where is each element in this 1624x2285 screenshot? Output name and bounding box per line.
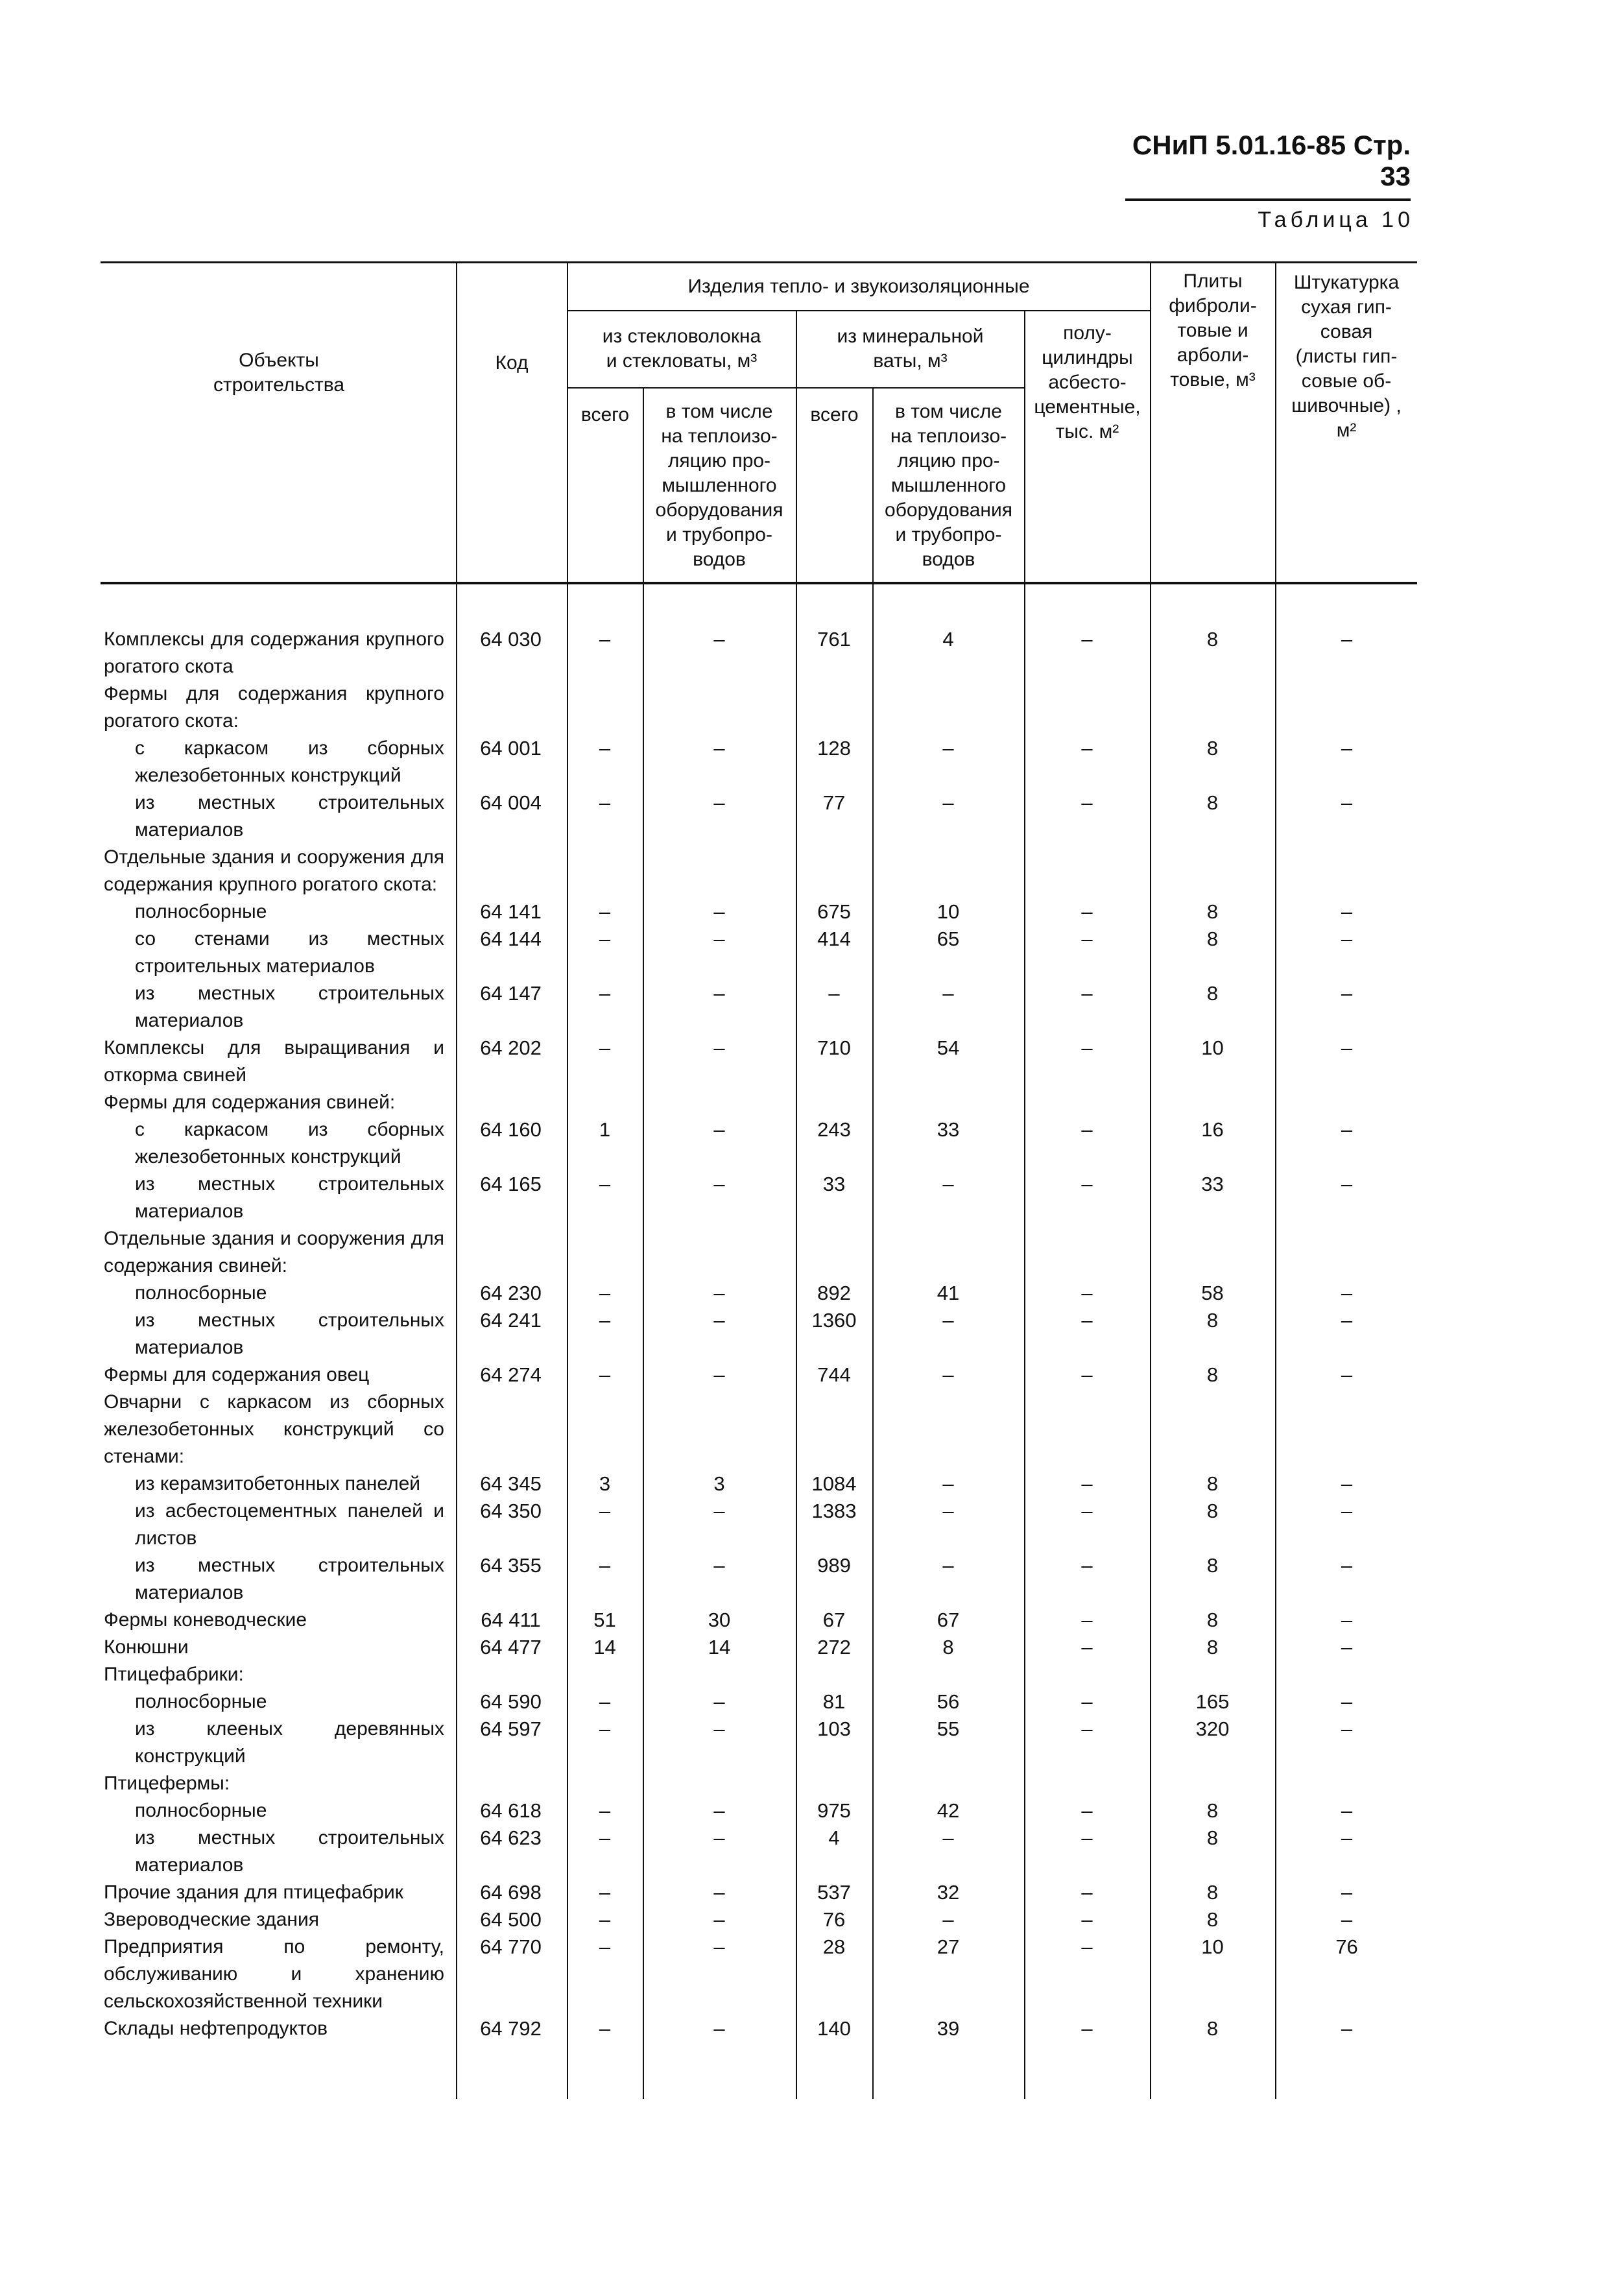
row-object-name: Звероводческие здания: [104, 1909, 319, 1930]
row-value: –: [713, 1554, 725, 1577]
header-glass: из стекловолокна и стекловаты, м³: [602, 326, 761, 372]
row-value: 58: [1201, 1282, 1224, 1304]
row-object-name: Склады нефтепродуктов: [104, 2018, 328, 2039]
row-value: –: [1341, 1036, 1353, 1059]
row-object-name: из местных строительных материалов: [135, 1555, 444, 1603]
row-value: –: [942, 1554, 954, 1577]
row-value: –: [1341, 1826, 1353, 1849]
row-value: 761: [817, 628, 851, 651]
row-value: 3: [713, 1472, 725, 1495]
row-value: 8: [1206, 1500, 1219, 1522]
row-value: –: [713, 1363, 725, 1386]
row-value: 1084: [811, 1472, 857, 1495]
row-value: 8: [1206, 1799, 1219, 1822]
row-value: 56: [937, 1690, 960, 1713]
row-value: –: [713, 1036, 725, 1059]
row-kod: 64 698: [480, 1881, 542, 1904]
row-value: –: [713, 1690, 725, 1713]
row-value: –: [942, 1173, 954, 1195]
row-value: –: [942, 1826, 954, 1849]
row-value: 1383: [811, 1500, 857, 1522]
row-object-name: полносборные: [135, 1800, 267, 1821]
row-value: –: [713, 1799, 725, 1822]
row-value: 30: [708, 1609, 731, 1631]
row-value: –: [1341, 1282, 1353, 1304]
row-value: –: [1341, 1173, 1353, 1195]
row-object-name: из местных строительных материалов: [135, 1827, 444, 1876]
row-value: 1360: [811, 1309, 857, 1332]
row-value: 537: [817, 1881, 851, 1904]
row-value: 51: [593, 1609, 616, 1631]
row-kod: 64 590: [480, 1690, 542, 1713]
row-value: 892: [817, 1282, 851, 1304]
row-value: 975: [817, 1799, 851, 1822]
row-object-name: Прочие здания для птицефабрик: [104, 1882, 403, 1903]
row-value: 243: [817, 1118, 851, 1141]
row-value: 414: [817, 927, 851, 950]
row-value: 8: [1206, 1554, 1219, 1577]
row-value: –: [713, 1118, 725, 1141]
row-value: –: [1081, 1690, 1093, 1713]
row-object-name: Отдельные здания и сооружения для содержания крупного рогатого скота:: [104, 846, 444, 895]
row-value: –: [599, 1036, 611, 1059]
row-value: –: [599, 927, 611, 950]
row-kod: 64 004: [480, 791, 542, 814]
row-value: 320: [1195, 1717, 1230, 1740]
row-kod: 64 147: [480, 982, 542, 1005]
row-kod: 64 345: [480, 1472, 542, 1495]
header-glass-incl: в том числе на теплоизо- ляцию про- мышленного оборудования и трубопро- водов: [655, 401, 783, 570]
row-value: –: [599, 1935, 611, 1958]
row-value: –: [1341, 927, 1353, 950]
row-value: –: [942, 982, 954, 1005]
row-value: –: [828, 982, 840, 1005]
row-value: 10: [937, 900, 960, 923]
row-value: 8: [1206, 1309, 1219, 1332]
row-object-name: из асбестоцементных панелей и листов: [135, 1500, 444, 1549]
row-value: 989: [817, 1554, 851, 1577]
row-kod: 64 770: [480, 1935, 542, 1958]
row-object-name: полносборные: [135, 1282, 267, 1304]
row-object-name: Птицефермы:: [104, 1773, 230, 1794]
row-kod: 64 165: [480, 1173, 542, 1195]
row-object-name: из местных строительных материалов: [135, 983, 444, 1031]
row-value: –: [1341, 1309, 1353, 1332]
row-object-name: Птицефабрики:: [104, 1664, 244, 1685]
row-value: 128: [817, 737, 851, 760]
row-value: 41: [937, 1282, 960, 1304]
row-value: –: [1081, 1881, 1093, 1904]
row-kod: 64 274: [480, 1363, 542, 1386]
row-value: –: [713, 1935, 725, 1958]
row-value: –: [713, 1500, 725, 1522]
row-object-name: Предприятия по ремонту, обслуживанию и хранению сельскохозяйственной техники: [104, 1936, 444, 2012]
row-kod: 64 001: [480, 737, 542, 760]
row-value: 67: [822, 1609, 846, 1631]
row-value: –: [713, 1908, 725, 1931]
row-value: –: [1081, 1554, 1093, 1577]
row-value: –: [713, 1826, 725, 1849]
row-value: –: [1081, 1282, 1093, 1304]
header-plaster: Штукатурка сухая гип- совая (листы гип- совые об- шивочные) , м²: [1291, 272, 1402, 441]
row-value: –: [942, 1472, 954, 1495]
row-value: –: [1081, 1036, 1093, 1059]
row-value: –: [599, 900, 611, 923]
row-object-name: из керамзитобетонных панелей: [135, 1473, 421, 1494]
row-value: –: [1341, 791, 1353, 814]
row-value: –: [599, 1908, 611, 1931]
row-value: –: [713, 1309, 725, 1332]
row-value: –: [1081, 900, 1093, 923]
row-value: 10: [1201, 1036, 1224, 1059]
header-mineral-incl: в том числе на теплоизо- ляцию про- мышленного оборудования и трубопро- водов: [885, 401, 1012, 570]
row-value: –: [1081, 1636, 1093, 1658]
row-value: 8: [1206, 982, 1219, 1005]
row-kod: 64 500: [480, 1908, 542, 1931]
row-value: 8: [1206, 2017, 1219, 2040]
row-kod: 64 141: [480, 900, 542, 923]
row-object-name: с каркасом из сборных железобетонных конструкций: [135, 1119, 444, 1167]
row-value: –: [599, 1690, 611, 1713]
row-value: –: [942, 737, 954, 760]
row-kod: 64 597: [480, 1717, 542, 1740]
table-top-rule: [101, 261, 1417, 263]
row-value: 55: [937, 1717, 960, 1740]
row-value: –: [1081, 2017, 1093, 2040]
row-object-name: из местных строительных материалов: [135, 1173, 444, 1222]
header-group: Изделия тепло- и звукоизоляционные: [687, 276, 1030, 297]
row-value: 165: [1195, 1690, 1230, 1713]
row-value: –: [1341, 1500, 1353, 1522]
row-value: –: [1341, 982, 1353, 1005]
row-value: –: [1341, 628, 1353, 651]
row-kod: 64 230: [480, 1282, 542, 1304]
row-kod: 64 355: [480, 1554, 542, 1577]
row-object-name: из местных строительных материалов: [135, 1310, 444, 1358]
row-value: –: [1081, 927, 1093, 950]
row-value: –: [599, 982, 611, 1005]
row-value: –: [713, 982, 725, 1005]
row-value: 33: [1201, 1173, 1224, 1195]
table-caption: Таблица 10: [1258, 208, 1414, 232]
row-value: 710: [817, 1036, 851, 1059]
row-object-name: Фермы для содержания крупного рогатого скота:: [104, 683, 444, 732]
row-value: –: [1081, 1935, 1093, 1958]
row-value: 675: [817, 900, 851, 923]
row-value: –: [1341, 737, 1353, 760]
row-value: –: [1081, 1908, 1093, 1931]
row-value: –: [1081, 1363, 1093, 1386]
row-value: –: [1081, 1173, 1093, 1195]
row-value: –: [1341, 1799, 1353, 1822]
header-plates: Плиты фиброли- товые и арболи- товые, м³: [1169, 270, 1257, 390]
row-value: 28: [822, 1935, 846, 1958]
row-object-name: со стенами из местных строительных материалов: [135, 928, 444, 977]
page-header: СНиП 5.01.16-85 Стр. 33: [1125, 130, 1411, 201]
row-kod: 64 792: [480, 2017, 542, 2040]
row-value: 8: [1206, 1908, 1219, 1931]
row-value: –: [942, 791, 954, 814]
row-value: –: [599, 1500, 611, 1522]
row-value: –: [1341, 1690, 1353, 1713]
row-value: –: [713, 1717, 725, 1740]
row-value: –: [599, 1554, 611, 1577]
row-value: 8: [1206, 1826, 1219, 1849]
row-kod: 64 202: [480, 1036, 542, 1059]
row-value: 3: [599, 1472, 611, 1495]
row-value: 67: [937, 1609, 960, 1631]
row-value: –: [713, 737, 725, 760]
row-value: –: [1081, 982, 1093, 1005]
row-value: 8: [1206, 737, 1219, 760]
row-value: 77: [822, 791, 846, 814]
header-kod: Код: [495, 352, 529, 374]
row-value: –: [1081, 1118, 1093, 1141]
row-value: –: [599, 1717, 611, 1740]
table-header-rule: [101, 582, 1417, 584]
header-mineral-total: всего: [810, 404, 859, 425]
row-value: 8: [1206, 1636, 1219, 1658]
row-object-name: Овчарни с каркасом из сборных железобетонных конструкций со стенами:: [104, 1391, 444, 1467]
header-mineral: из минеральной ваты, м³: [837, 326, 984, 372]
row-value: –: [599, 791, 611, 814]
row-value: –: [599, 1282, 611, 1304]
row-value: –: [599, 628, 611, 651]
row-value: 10: [1201, 1935, 1224, 1958]
row-kod: 64 241: [480, 1309, 542, 1332]
row-object-name: Отдельные здания и сооружения для содержания свиней:: [104, 1228, 444, 1276]
row-object-name: Комплексы для выращивания и откорма свиней: [104, 1037, 444, 1086]
row-object-name: Комплексы для содержания крупного рогатого скота: [104, 628, 444, 677]
row-object-name: из клееных деревянных конструкций: [135, 1718, 444, 1767]
row-value: –: [599, 1173, 611, 1195]
row-value: 76: [1335, 1935, 1358, 1958]
row-value: –: [1341, 1881, 1353, 1904]
row-value: –: [1341, 1363, 1353, 1386]
row-value: –: [1341, 1609, 1353, 1631]
row-value: –: [599, 737, 611, 760]
row-value: 4: [942, 628, 954, 651]
row-value: –: [1081, 737, 1093, 760]
row-value: –: [599, 2017, 611, 2040]
row-value: 744: [817, 1363, 851, 1386]
row-value: 39: [937, 2017, 960, 2040]
row-value: –: [713, 1282, 725, 1304]
row-value: 8: [1206, 1363, 1219, 1386]
row-object-name: Фермы коневодческие: [104, 1609, 307, 1631]
row-value: 8: [1206, 791, 1219, 814]
row-object-name: полносборные: [135, 901, 267, 922]
row-value: –: [1081, 1799, 1093, 1822]
row-value: –: [942, 1500, 954, 1522]
header-objects: Объекты строительства: [213, 350, 345, 396]
row-value: 103: [817, 1717, 851, 1740]
row-value: 8: [1206, 900, 1219, 923]
row-object-name: из местных строительных материалов: [135, 792, 444, 841]
row-kod: 64 623: [480, 1826, 542, 1849]
row-object-name: Фермы для содержания овец: [104, 1364, 370, 1385]
row-value: –: [942, 1309, 954, 1332]
row-kod: 64 160: [480, 1118, 542, 1141]
row-value: –: [713, 1173, 725, 1195]
row-value: 42: [937, 1799, 960, 1822]
row-value: 33: [822, 1173, 846, 1195]
row-value: 272: [817, 1636, 851, 1658]
row-value: 14: [593, 1636, 616, 1658]
row-value: –: [1081, 1826, 1093, 1849]
row-kod: 64 350: [480, 1500, 542, 1522]
row-value: –: [599, 1826, 611, 1849]
row-value: –: [1341, 1636, 1353, 1658]
row-value: 27: [937, 1935, 960, 1958]
row-value: 65: [937, 927, 960, 950]
row-value: –: [713, 900, 725, 923]
row-value: –: [1341, 900, 1353, 923]
row-kod: 64 618: [480, 1799, 542, 1822]
row-value: –: [1341, 1908, 1353, 1931]
row-value: –: [942, 1363, 954, 1386]
row-value: 16: [1201, 1118, 1224, 1141]
row-value: 8: [942, 1636, 954, 1658]
row-value: 8: [1206, 628, 1219, 651]
row-value: –: [1081, 628, 1093, 651]
row-value: –: [1341, 1554, 1353, 1577]
row-value: 14: [708, 1636, 731, 1658]
row-value: 8: [1206, 1472, 1219, 1495]
row-value: 54: [937, 1036, 960, 1059]
row-value: –: [713, 2017, 725, 2040]
row-kod: 64 144: [480, 927, 542, 950]
header-glass-total: всего: [580, 404, 630, 425]
row-value: 76: [822, 1908, 846, 1931]
row-object-name: с каркасом из сборных железобетонных конструкций: [135, 737, 444, 786]
row-value: –: [1081, 1609, 1093, 1631]
row-object-name: Фермы для содержания свиней:: [104, 1092, 396, 1113]
row-kod: 64 030: [480, 628, 542, 651]
row-value: –: [1341, 2017, 1353, 2040]
row-value: –: [1341, 1717, 1353, 1740]
row-object-name: полносборные: [135, 1691, 267, 1712]
row-value: 8: [1206, 1881, 1219, 1904]
row-value: –: [599, 1881, 611, 1904]
row-value: 33: [937, 1118, 960, 1141]
row-value: –: [1341, 1472, 1353, 1495]
header-cylinders: полу- цилиндры асбесто- цементные, тыс. м²: [1034, 322, 1141, 442]
row-value: –: [1081, 1472, 1093, 1495]
row-value: –: [1341, 1118, 1353, 1141]
row-value: –: [599, 1309, 611, 1332]
row-value: –: [713, 791, 725, 814]
row-kod: 64 411: [481, 1609, 541, 1631]
row-value: –: [1081, 1500, 1093, 1522]
row-value: 81: [822, 1690, 846, 1713]
row-value: –: [713, 628, 725, 651]
row-value: –: [1081, 791, 1093, 814]
row-value: –: [1081, 1717, 1093, 1740]
group-header-divider: [567, 310, 1151, 311]
row-kod: 64 477: [480, 1636, 542, 1658]
row-value: 8: [1206, 927, 1219, 950]
row-value: 8: [1206, 1609, 1219, 1631]
row-value: –: [942, 1908, 954, 1931]
row-value: –: [713, 927, 725, 950]
row-value: 1: [599, 1118, 611, 1141]
row-value: –: [1081, 1309, 1093, 1332]
row-value: –: [599, 1363, 611, 1386]
row-object-name: Конюшни: [104, 1636, 189, 1658]
row-value: 4: [828, 1826, 840, 1849]
row-value: 140: [817, 2017, 851, 2040]
row-value: 32: [937, 1881, 960, 1904]
row-value: –: [713, 1881, 725, 1904]
row-value: –: [599, 1799, 611, 1822]
